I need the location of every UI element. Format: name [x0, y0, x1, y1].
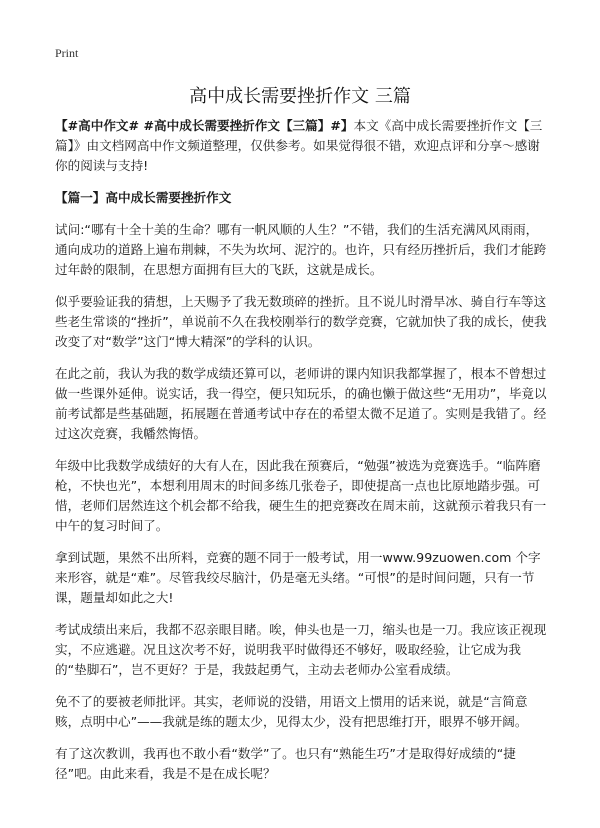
article-body [55, 116, 548, 796]
intro-tags: 【#高中作文# #高中成长需要挫折作文【三篇】#】 [55, 118, 354, 133]
paragraph: 试问:“哪有十全十美的生命？哪有一帆风顺的人生？”不错，我们的生活充满风风雨雨，通向成功的道路上遍布荆棘，不失为坎坷、泥泞的。也许，只有经历挫折后，我们才能跨过年龄的限制，在思想方面拥有巨大的飞跃，这就是成长。 [55, 222, 547, 277]
paragraph: 似乎要验证我的猜想，上天赐予了我无数琐碎的挫折。且不说儿时滑旱冰、骑自行车等这些老生常谈的“挫折”，单说前不久在我校刚举行的数学竞赛，它就加快了我的成长，使我改变了对“数学”这门“博大精深”的学科的认识。 [55, 294, 547, 349]
paragraph: 免不了的要被老师批评。其实，老师说的没错，用语文上惯用的话来说，就是“言简意赅，点明中心”——我就是练的题太少，见得太少，没有把思维打开，眼界不够开阔。 [55, 694, 528, 729]
paragraph: 有了这次教训，我再也不敢小看“数学”了。也只有“熟能生巧”才是取得好成绩的“捷径”吧。由此来看，我是不是在成长呢？ [55, 746, 516, 781]
intro-paragraph [55, 116, 548, 176]
paragraph: 在此之前，我认为我的数学成绩还算可以，老师讲的课内知识我都掌握了，根本不曾想过做一些课外延伸。说实话，我一得空，便只知玩乐，的确也懒于做这些“无用功”，毕竟以前考试都是些基础题，拓展题在普通考试中存在的希望太微不足道了。实则是我错了。经过这次竞赛，我幡然悔悟。 [55, 366, 547, 441]
print-link[interactable]: Print [55, 46, 79, 60]
paragraph: 拿到试题，果然不出所料，竞赛的题不同于一般考试，用一www.99zuowen.com 个字来形容，就是“难”。尽管我绞尽脑汁，仍是毫无头绪。“可恨”的是时间问题，只有一节课，题量却如此之大! [55, 550, 541, 605]
intro-text: 本文《高中成长需要挫折作文【三篇】》由文档网高中作文频道整理，仅供参考。如果觉得很不错，欢迎点评和分享～感谢你的阅读与支持! [55, 118, 543, 173]
paragraph: 年级中比我数学成绩好的大有人在，因此我在预赛后，“勉强”被选为竞赛选手。“临阵磨枪，不快也光”，本想利用周末的时间多练几张卷子，即使提高一点也比原地踏步强。可惜，老师们居然连这个机会都不给我，硬生生的把竞赛改在周末前，这就预示着我只有一中午的复习时间了。 [55, 458, 547, 533]
page-title: 高中成长需要挫折作文 三篇 [189, 86, 411, 107]
section-heading: 【篇一】高中成长需要挫折作文 [55, 190, 232, 205]
paragraph: 考试成绩出来后，我都不忍亲眼目睹。唉，伸头也是一刀，缩头也是一刀。我应该正视现实，不应逃避。况且这次考不好，说明我平时做得还不够好，吸取经验，让它成为我的“垫脚石”，岂不更好？于是，我鼓起勇气，主动去老师办公室看成绩。 [55, 622, 547, 677]
